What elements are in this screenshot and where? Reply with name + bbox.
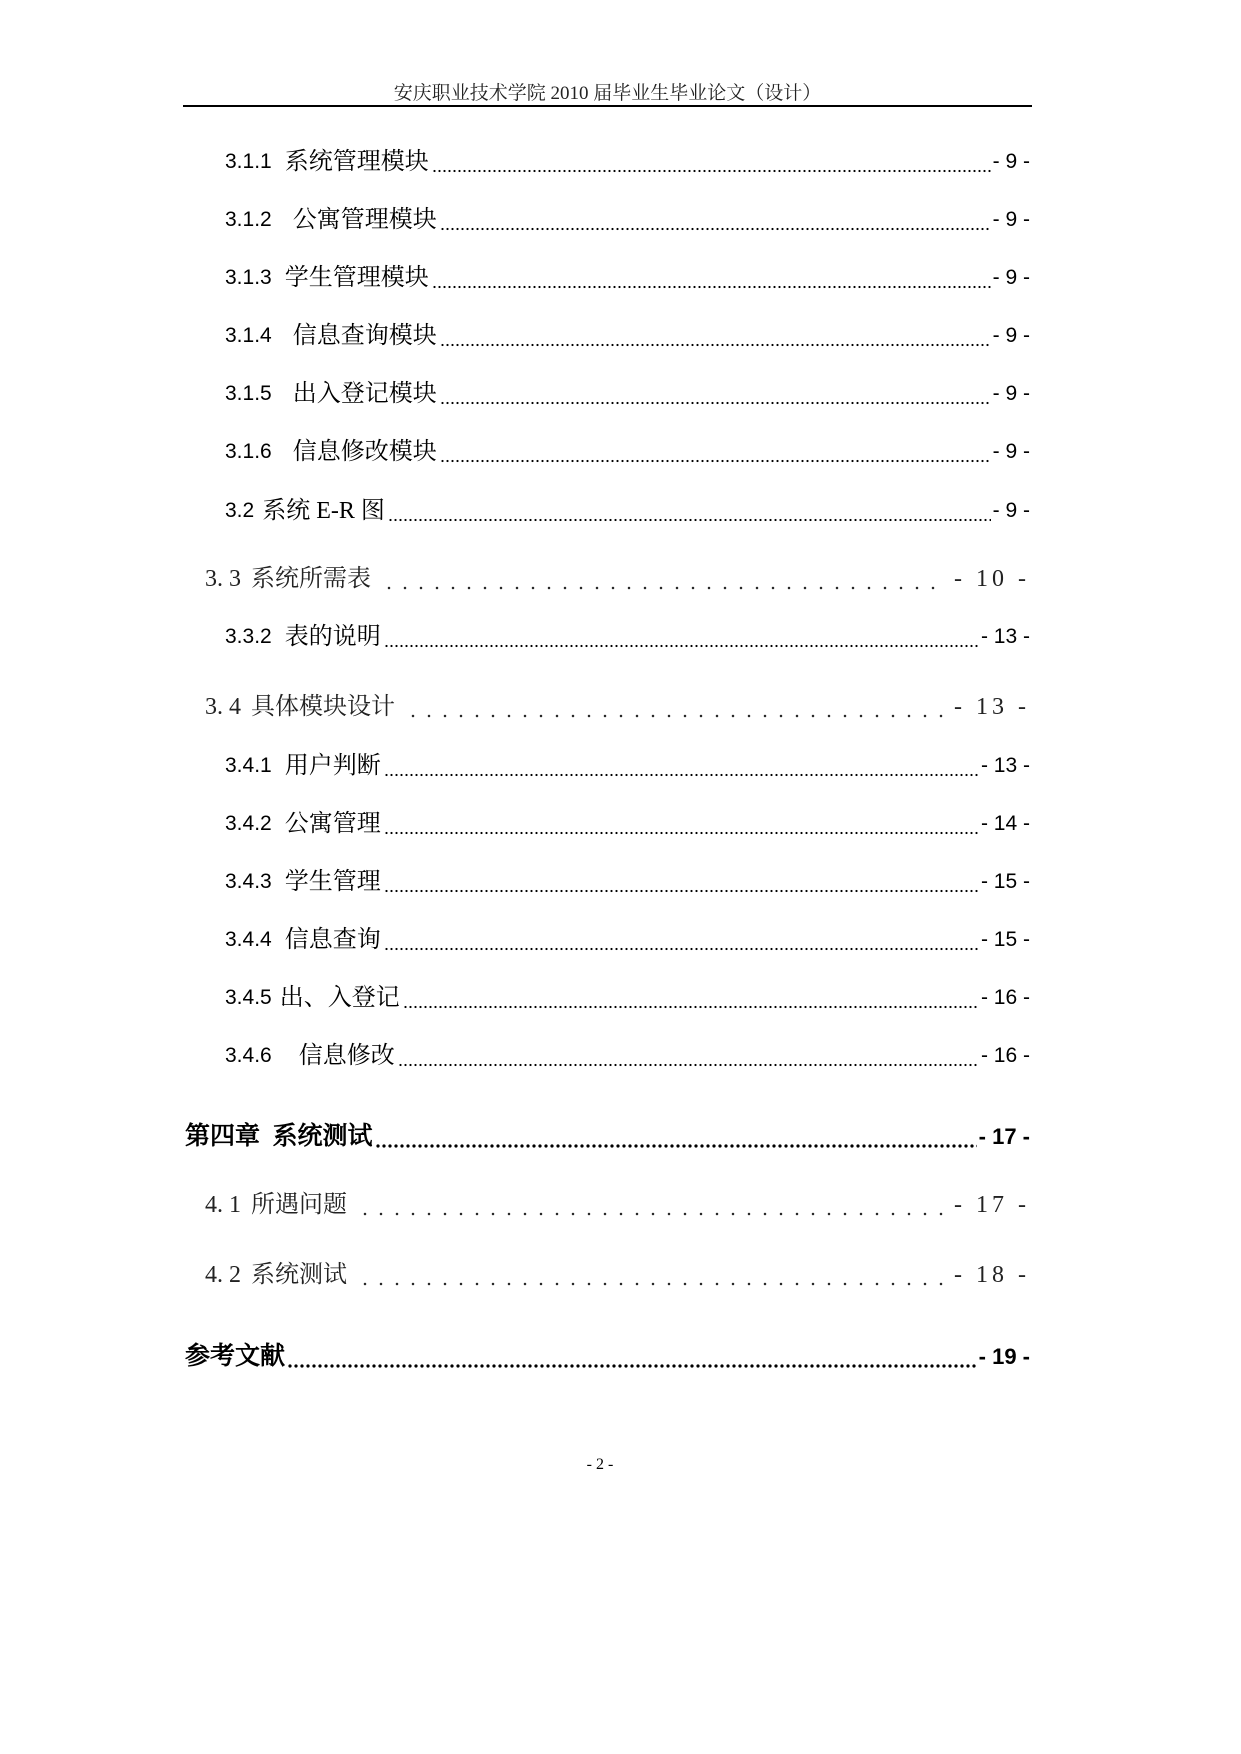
dot-leader: [440, 203, 991, 237]
toc-entry-title: 具体模块设计: [251, 694, 395, 720]
toc-entry: [205, 690, 1030, 724]
dot-leader: [432, 261, 991, 295]
toc-entry-title: 所遇问题: [251, 1192, 347, 1218]
toc-entry-title: 学生管理模块: [284, 265, 429, 291]
toc-page-number: - 16 -: [980, 986, 1030, 1009]
dot-leader: [440, 435, 991, 469]
toc-entry-number: 3.3.2: [225, 625, 272, 648]
toc-entry: [205, 562, 1030, 596]
dot-leader: [440, 319, 991, 353]
header-rule: [183, 105, 1032, 107]
toc-page-number: - 9 -: [992, 324, 1030, 347]
toc-entry: [225, 923, 1030, 957]
toc-chapter-entry: [185, 1120, 1030, 1154]
toc-chapter-title: 第四章 系统测试: [185, 1123, 373, 1150]
toc-entry: [225, 981, 1030, 1015]
toc-entry-number: 4. 1: [205, 1192, 241, 1218]
toc-entry-number: 4. 2: [205, 1262, 241, 1288]
toc-page-number: - 17 -: [978, 1124, 1030, 1149]
dot-leader: [384, 807, 979, 841]
toc-entry-number: 3.4.1: [225, 754, 272, 777]
dot-leader: [381, 562, 946, 596]
toc-entry-title: 出、入登记: [279, 985, 400, 1011]
toc-page-number: - 14 -: [980, 812, 1030, 835]
dot-leader: [375, 1120, 977, 1154]
toc-entry: [225, 865, 1030, 899]
toc-entry-number: 3.1.6: [225, 440, 272, 463]
toc-entry-title: 学生管理: [284, 869, 381, 895]
toc-entry: [205, 1188, 1030, 1222]
toc-entry: [225, 807, 1030, 841]
toc-entry-number: 3.4.4: [225, 928, 272, 951]
dot-leader: [384, 749, 979, 783]
toc-entry: [225, 1039, 1030, 1073]
toc-entry-title: 出入登记模块: [292, 381, 437, 407]
toc-page-number: - 10 -: [954, 566, 1030, 592]
toc-entry-title: 表的说明: [284, 624, 381, 650]
toc-entry-title: 系统测试: [251, 1262, 347, 1288]
toc-entry: [225, 377, 1030, 411]
toc-entry-title: 信息查询模块: [292, 323, 437, 349]
dot-leader: [398, 1039, 979, 1073]
toc-entry-title: 信息修改模块: [292, 439, 437, 465]
dot-leader: [384, 620, 979, 654]
toc-page-number: - 15 -: [980, 928, 1030, 951]
dot-leader: [403, 981, 979, 1015]
toc-entry-number: 3.2: [225, 499, 255, 522]
toc-page-number: - 13 -: [954, 694, 1030, 720]
toc-chapter-entry: [185, 1340, 1030, 1374]
toc-entry-title: 系统 E-R 图: [262, 498, 385, 524]
toc-entry-title: 信息修改: [298, 1043, 395, 1069]
toc-entry: [225, 435, 1030, 469]
toc-entry: [225, 261, 1030, 295]
dot-leader: [432, 145, 991, 179]
dot-leader: [357, 1258, 946, 1292]
toc-entry-title: 公寓管理模块: [292, 207, 437, 233]
dot-leader: [357, 1188, 946, 1222]
toc-entry-title: 公寓管理: [284, 811, 381, 837]
toc-entry: [225, 620, 1030, 654]
toc-entry-number: 3.1.4: [225, 324, 272, 347]
toc-page-number: - 15 -: [980, 870, 1030, 893]
toc-entry: [225, 319, 1030, 353]
toc-page-number: - 9 -: [992, 208, 1030, 231]
toc-page-number: - 13 -: [980, 754, 1030, 777]
toc-page-number: - 9 -: [992, 382, 1030, 405]
dot-leader: [388, 494, 991, 528]
toc-entry-number: 3.4.5: [225, 986, 272, 1009]
toc-entry: [225, 145, 1030, 179]
toc-entry-number: 3. 4: [205, 694, 241, 720]
toc-entry-number: 3.4.6: [225, 1044, 272, 1067]
toc-entry: [225, 494, 1030, 528]
toc-entry-number: 3.1.3: [225, 266, 272, 289]
toc-entry-title: 系统管理模块: [284, 149, 429, 175]
toc-entry-title: 用户判断: [284, 753, 381, 779]
dot-leader: [405, 690, 946, 724]
toc-entry-number: 3. 3: [205, 566, 241, 592]
toc-entry: [205, 1258, 1030, 1292]
toc-chapter-title: 参考文献: [185, 1343, 286, 1370]
dot-leader: [384, 923, 979, 957]
toc-entry-number: 3.4.2: [225, 812, 272, 835]
toc-entry-title: 系统所需表: [251, 566, 371, 592]
toc-entry-number: 3.1.2: [225, 208, 272, 231]
toc-page-number: - 9 -: [992, 499, 1030, 522]
toc-page-number: - 19 -: [978, 1344, 1030, 1369]
toc-page-number: - 18 -: [954, 1262, 1030, 1288]
toc-page-number: - 9 -: [992, 150, 1030, 173]
dot-leader: [287, 1340, 977, 1374]
toc-entry-number: 3.1.5: [225, 382, 272, 405]
toc-entry-title: 信息查询: [284, 927, 381, 953]
page-footer-number: - 2 -: [586, 1456, 614, 1473]
dot-leader: [384, 865, 979, 899]
dot-leader: [440, 377, 991, 411]
toc-entry-number: 3.4.3: [225, 870, 272, 893]
toc-entry: [225, 203, 1030, 237]
toc-page-number: - 9 -: [992, 440, 1030, 463]
toc-page-number: - 13 -: [980, 625, 1030, 648]
toc-entry: [225, 749, 1030, 783]
toc-page-number: - 9 -: [992, 266, 1030, 289]
toc-page-number: - 17 -: [954, 1192, 1030, 1218]
toc-page-number: - 16 -: [980, 1044, 1030, 1067]
toc-entry-number: 3.1.1: [225, 150, 272, 173]
running-header: 安庆职业技术学院 2010 届毕业生毕业论文（设计）: [393, 83, 822, 104]
